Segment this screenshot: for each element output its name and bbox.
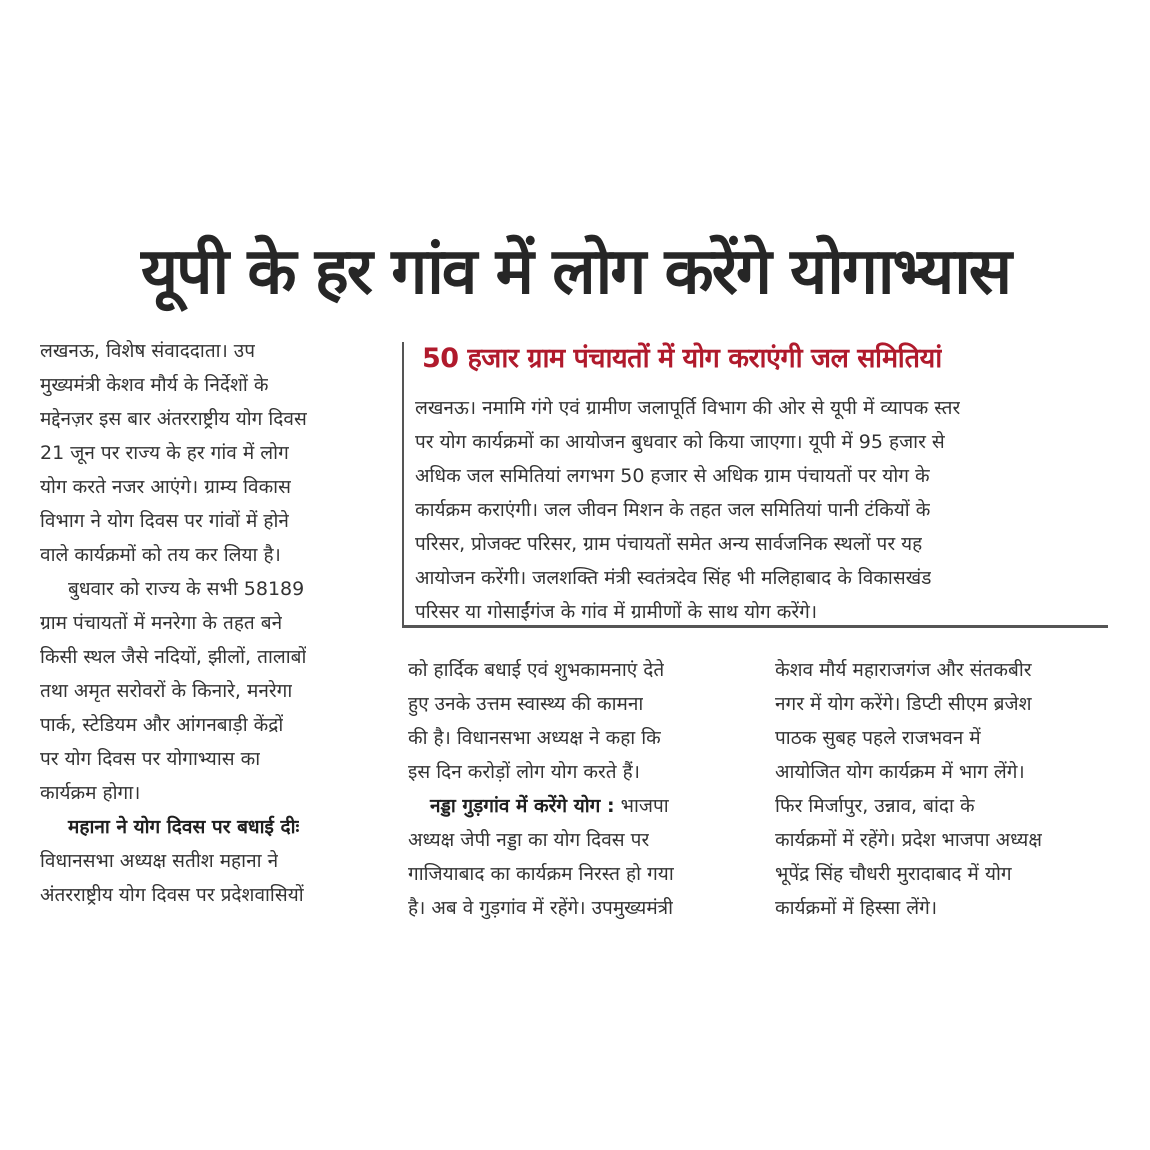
box-article-body — [415, 391, 1107, 629]
article-line: हुए उनके उत्तम स्वास्थ्य की कामना — [408, 693, 644, 715]
box-article-line: कार्यक्रम कराएंगी। जल जीवन मिशन के तहत जल समितियां पानी टंकियों के — [415, 499, 931, 521]
article-line: वाले कार्यक्रमों को तय कर लिया है। — [40, 544, 281, 566]
article-line: फिर मिर्जापुर, उन्नाव, बांदा के — [775, 795, 975, 817]
article-line: योग करते नजर आएंगे। ग्राम्य विकास — [40, 476, 291, 498]
box-bottom-rule — [402, 625, 1108, 628]
article-line: कार्यक्रमों में रहेंगे। प्रदेश भाजपा अध्यक्ष — [775, 829, 1042, 851]
article-line: इस दिन करोड़ों लोग योग करते हैं। — [408, 761, 640, 783]
box-article-line: परिसर, प्रोजक्ट परिसर, ग्राम पंचायतों समेत अन्य सार्वजनिक स्थलों पर यह — [415, 533, 923, 555]
article-line: किसी स्थल जैसे नदियों, झीलों, तालाबों — [40, 646, 307, 668]
box-article-line: लखनऊ। नमामि गंगे एवं ग्रामीण जलापूर्ति विभाग की ओर से यूपी में व्यापक स्तर — [415, 397, 961, 419]
article-line: की है। विधानसभा अध्यक्ष ने कहा कि — [408, 727, 661, 749]
article-line-with-subheading — [408, 789, 669, 823]
main-article-column-1 — [40, 334, 375, 912]
article-line: अंतरराष्ट्रीय योग दिवस पर प्रदेशवासियों — [40, 884, 304, 906]
article-line: को हार्दिक बधाई एवं शुभकामनाएं देते — [408, 659, 665, 681]
article-line: विभाग ने योग दिवस पर गांवों में होने — [40, 510, 289, 532]
box-article-line: अधिक जल समितियां लगभग 50 हजार से अधिक ग्राम पंचायतों पर योग के — [415, 465, 930, 487]
article-line: कार्यक्रम होगा। — [40, 782, 141, 804]
article-line: लखनऊ, विशेष संवाददाता। उप — [40, 340, 256, 362]
article-line: ग्राम पंचायतों में मनरेगा के तहत बने — [40, 612, 283, 634]
article-line: गाजियाबाद का कार्यक्रम निरस्त हो गया — [408, 863, 674, 885]
article-line: केशव मौर्य महाराजगंज और संतकबीर — [775, 659, 1032, 681]
box-article-line: परिसर या गोसाईंगंज के गांव में ग्रामीणों के साथ योग करेंगे। — [415, 601, 818, 623]
article-line: बुधवार को राज्य के सभी 58189 — [68, 578, 305, 600]
box-article-line: पर योग कार्यक्रमों का आयोजन बुधवार को किया जाएगा। यूपी में 95 हजार से — [415, 431, 945, 453]
article-line: मुख्यमंत्री केशव मौर्य के निर्देशों के — [40, 374, 269, 396]
article-line: अध्यक्ष जेपी नड्डा का योग दिवस पर — [408, 829, 650, 851]
box-vertical-rule — [402, 342, 404, 626]
subheading-mahana: महाना ने योग दिवस पर बधाई दीः — [68, 816, 300, 838]
main-article-column-3 — [775, 653, 1110, 925]
box-headline: 50 हजार ग्राम पंचायतों में योग कराएंगी जल समितियां — [422, 343, 942, 374]
article-line: है। अब वे गुड़गांव में रहेंगे। उपमुख्यमंत्री — [408, 897, 674, 919]
article-line: पार्क, स्टेडियम और आंगनबाड़ी केंद्रों — [40, 714, 284, 736]
main-headline: यूपी के हर गांव में लोग करेंगे योगाभ्यास — [141, 235, 1011, 309]
article-line: मद्देनज़र इस बार अंतरराष्ट्रीय योग दिवस — [40, 408, 307, 430]
article-line: पर योग दिवस पर योगाभ्यास का — [40, 748, 261, 770]
box-article-line: आयोजन करेंगी। जलशक्ति मंत्री स्वतंत्रदेव सिंह भी मलिहाबाद के विकासखंड — [415, 567, 932, 589]
subheading-nadda: नड्डा गुड़गांव में करेंगे योग : — [430, 795, 615, 817]
article-line: आयोजित योग कार्यक्रम में भाग लेंगे। — [775, 761, 1025, 783]
article-line: भूपेंद्र सिंह चौधरी मुरादाबाद में योग — [775, 863, 1012, 885]
article-line: तथा अमृत सरोवरों के किनारे, मनरेगा — [40, 680, 293, 702]
article-line-fragment: भाजपा — [614, 795, 669, 817]
article-line: विधानसभा अध्यक्ष सतीश महाना ने — [40, 850, 279, 872]
main-article-column-2 — [408, 653, 746, 925]
article-line: पाठक सुबह पहले राजभवन में — [775, 727, 981, 749]
article-line: कार्यक्रमों में हिस्सा लेंगे। — [775, 897, 938, 919]
article-line: 21 जून पर राज्य के हर गांव में लोग — [40, 442, 289, 464]
article-line: नगर में योग करेंगे। डिप्टी सीएम ब्रजेश — [775, 693, 1032, 715]
